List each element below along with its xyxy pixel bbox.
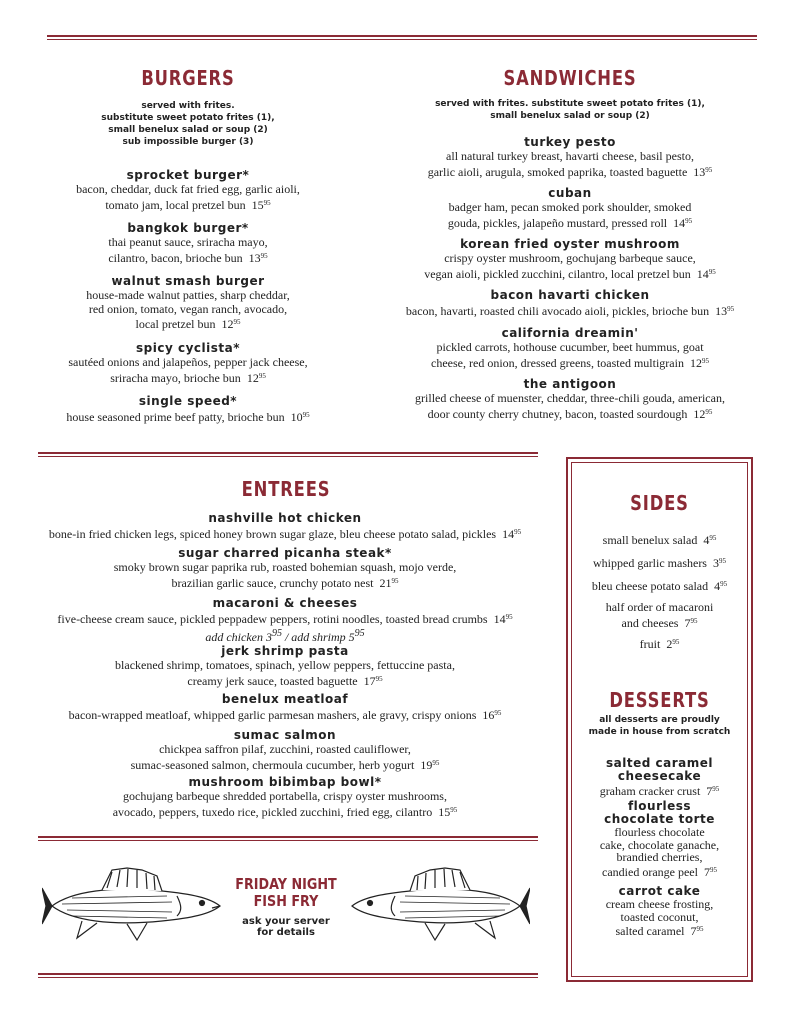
- side-item-text: and cheeses $7^{95}$: [621, 615, 698, 630]
- price: $12^{95}$: [687, 406, 713, 421]
- fish-fry-subtitle-line: ask your server: [242, 916, 330, 927]
- fish-right-illustration: [340, 866, 530, 946]
- dessert-description: graham cracker crust $7^{95}$: [599, 784, 720, 798]
- item-description: brazilian garlic sauce, crunchy potato nest $21^{95}$: [171, 575, 399, 590]
- menu-item: [20, 511, 550, 542]
- item-description: badger ham, pecan smoked pork shoulder, smoked: [448, 200, 692, 214]
- item-name: the antigoon: [523, 377, 617, 391]
- price-cents: 95: [505, 613, 513, 621]
- item-description: cilantro, bacon, brioche bun $13^{95}$: [108, 250, 268, 265]
- price-cents: 95: [260, 251, 268, 260]
- item-description: sumac-seasoned salmon, chermoula cucumber, herb yogurt $19^{95}$: [130, 757, 440, 772]
- item-description: chickpea saffron pilaf, zucchini, roasted cauliflower,: [159, 742, 411, 756]
- price-cents: 95: [720, 580, 728, 588]
- fish-left-illustration: [42, 866, 232, 946]
- item-name: sprocket burger*: [126, 168, 250, 182]
- item-description: avocado, peppers, tuxedo rice, pickled zucchini, fried egg, cilantro $15^{95}$: [112, 804, 458, 819]
- side-item-text: fruit $2^{95}$: [639, 637, 680, 651]
- price-cents: 95: [712, 785, 720, 793]
- dessert-description: cream cheese frosting,: [605, 897, 714, 911]
- subtitle-line: all desserts are proudly: [599, 715, 720, 725]
- item-description: gochujang barbeque shredded portabella, crispy oyster mushrooms,: [123, 789, 447, 803]
- side-item-text: half order of macaroni: [605, 600, 714, 614]
- item-name: mushroom bibimbap bowl*: [188, 775, 382, 789]
- fish-fry-title-line: FRIDAY NIGHT: [235, 875, 337, 893]
- price: $4^{95}$: [708, 579, 728, 593]
- menu-item: [38, 168, 338, 212]
- item-description: bacon, cheddar, duck fat fried egg, garlic aioli,: [76, 182, 300, 196]
- price: $14^{95}$: [496, 527, 522, 541]
- item-description: thai peanut sauce, sriracha mayo,: [108, 235, 268, 249]
- price: $15^{95}$: [432, 804, 458, 819]
- price-cents: 95: [705, 407, 713, 416]
- menu-item: [385, 288, 755, 319]
- dessert-name: salted caramel: [606, 756, 713, 770]
- dessert-description: salted caramel $7^{95}$: [615, 924, 704, 938]
- dessert-description: toasted coconut,: [620, 909, 699, 924]
- price-cents: 95: [708, 267, 716, 276]
- price-cents: 95: [391, 576, 399, 585]
- menu-item: [20, 546, 550, 590]
- item-description: garlic aioli, arugula, smoked paprika, toasted baguette $13^{95}$: [427, 164, 713, 179]
- item-description: door county cherry chutney, bacon, toasted sourdough $12^{95}$: [427, 406, 713, 421]
- price-cents: 95: [696, 925, 704, 933]
- price-cents: 95: [258, 371, 266, 380]
- item-name: california dreamin': [501, 326, 639, 340]
- price-cents: 95: [375, 674, 383, 683]
- dessert-item: [578, 800, 741, 878]
- item-name: sumac salmon: [233, 728, 337, 742]
- price-cents: 95: [672, 638, 680, 646]
- price-cents: 95: [450, 805, 458, 814]
- price: $21^{95}$: [373, 575, 399, 590]
- price-cents: 95: [494, 709, 502, 717]
- subtitle-line: substitute sweet potato frites (1),: [101, 113, 275, 123]
- menu-item: [38, 341, 338, 385]
- fish-fry-title-line: FISH FRY: [253, 892, 319, 910]
- menu-item: [385, 135, 755, 179]
- price: $17^{95}$: [357, 673, 383, 688]
- price-cents: 95: [354, 627, 365, 639]
- item-description: five-cheese cream sauce, pickled peppadew peppers, rotini noodles, toasted bread crumbs $14^{95}$: [57, 612, 513, 626]
- item-description: house-made walnut patties, sharp cheddar,: [86, 288, 290, 302]
- item-description: blackened shrimp, tomatoes, spinach, yellow peppers, fettuccine pasta,: [115, 658, 455, 672]
- menu-item: [20, 775, 550, 819]
- dessert-name: chocolate torte: [604, 812, 715, 826]
- menu-item: [385, 326, 755, 370]
- subtitle-line: served with frites. substitute sweet potato frites (1),: [435, 99, 705, 109]
- price: $12^{95}$: [240, 370, 266, 385]
- dessert-description: candied orange peel $7^{95}$: [602, 864, 717, 879]
- item-description: tomato jam, local pretzel bun $15^{95}$: [105, 197, 271, 212]
- dessert-name: carrot cake: [618, 884, 701, 898]
- price: $14^{95}$: [487, 612, 513, 626]
- item-description: smoky brown sugar paprika rub, roasted bohemian squash, mojo verde,: [113, 560, 457, 574]
- fish-top-rule: [38, 836, 538, 838]
- item-description: house seasoned prime beef patty, brioche bun $10^{95}$: [66, 410, 310, 424]
- price: $13^{95}$: [709, 304, 735, 318]
- menu-item: [38, 221, 338, 265]
- bottom-rule: [38, 973, 538, 975]
- price-cents: 95: [690, 616, 698, 625]
- item-description: vegan aioli, pickled zucchini, cilantro, local pretzel bun $14^{95}$: [424, 266, 716, 281]
- fish-fry-subtitle: [216, 916, 356, 938]
- item-name: walnut smash burger: [111, 274, 265, 288]
- price-cents: 95: [709, 534, 717, 542]
- item-name: nashville hot chicken: [208, 511, 362, 525]
- subtitle-line: small benelux salad or soup (2): [490, 111, 650, 121]
- price: $14^{95}$: [690, 266, 716, 281]
- menu-item: [20, 644, 550, 688]
- side-item-text: bleu cheese potato salad $4^{95}$: [591, 579, 728, 593]
- desserts-title: DESSERTS: [609, 688, 710, 712]
- item-description: bone-in fried chicken legs, spiced honey brown sugar glaze, bleu cheese potato salad, pickles $14^{95}$: [48, 527, 522, 541]
- dessert-description: cake, chocolate ganache,: [599, 837, 720, 852]
- menu-item: [20, 692, 550, 723]
- item-description: sriracha mayo, brioche bun $12^{95}$: [110, 370, 266, 385]
- price: $12^{95}$: [215, 317, 241, 331]
- menu-item: [385, 186, 755, 230]
- side-item-text: small benelux salad $4^{95}$: [602, 533, 717, 547]
- price-cents: 95: [302, 411, 310, 419]
- burgers-title: BURGERS: [141, 66, 235, 90]
- price-cents: 95: [233, 318, 241, 326]
- price: $7^{95}$: [697, 864, 717, 879]
- price: $16^{95}$: [476, 708, 502, 722]
- side-item: [578, 636, 741, 652]
- item-name: turkey pesto: [524, 135, 616, 149]
- item-addon: add chicken $3^{95}$ / add shrimp $5^{95}$: [205, 627, 365, 644]
- item-description: crispy oyster mushroom, gochujang barbeque sauce,: [444, 251, 696, 265]
- item-description: cheese, red onion, dressed greens, toasted multigrain $12^{95}$: [431, 355, 709, 370]
- price: $12^{95}$: [683, 355, 709, 370]
- sides-title: SIDES: [630, 491, 689, 515]
- price-cents: 95: [432, 758, 440, 767]
- price-cents: 95: [685, 216, 693, 225]
- dessert-description: flourless chocolate: [614, 825, 705, 839]
- price: $19^{95}$: [414, 757, 440, 772]
- price: $13^{95}$: [687, 164, 713, 179]
- price: $10^{95}$: [284, 410, 310, 424]
- price: $7^{95}$: [700, 784, 720, 798]
- price-cents: 95: [727, 305, 735, 313]
- item-name: macaroni & cheeses: [212, 596, 358, 610]
- side-item-text: whipped garlic mashers $3^{95}$: [593, 556, 726, 570]
- dessert-description: brandied cherries,: [616, 850, 703, 864]
- subtitle-line: small benelux salad or soup (2): [108, 125, 268, 135]
- entrees-title: ENTREES: [241, 477, 331, 501]
- price-cents: 95: [701, 356, 709, 365]
- dessert-item: [578, 757, 741, 798]
- price: $15^{95}$: [245, 197, 271, 212]
- side-item: [578, 578, 741, 594]
- side-item: [578, 601, 741, 630]
- price: $4^{95}$: [697, 533, 717, 547]
- item-name: jerk shrimp pasta: [221, 644, 349, 658]
- price: $2^{95}$: [660, 637, 680, 651]
- item-description: local pretzel bun $12^{95}$: [135, 317, 241, 331]
- item-name: benelux meatloaf: [221, 692, 349, 706]
- side-item: [578, 555, 741, 571]
- price-cents: 95: [709, 865, 717, 874]
- item-name: sugar charred picanha steak*: [178, 546, 392, 560]
- item-description: sautéed onions and jalapeños, pepper jack cheese,: [68, 355, 308, 369]
- top-rule: [47, 35, 757, 37]
- menu-item: [385, 237, 755, 281]
- subtitle-line: served with frites.: [141, 101, 235, 111]
- price: $7^{95}$: [678, 615, 698, 630]
- item-description: creamy jerk sauce, toasted baguette $17^{95}$: [187, 673, 383, 688]
- menu-item: [20, 596, 550, 644]
- price-cents: 95: [271, 627, 282, 639]
- item-name: cuban: [548, 186, 592, 200]
- sandwiches-title: SANDWICHES: [503, 66, 637, 90]
- menu-item: [20, 728, 550, 772]
- price: $3^{95}$: [706, 556, 726, 570]
- item-name: single speed*: [138, 394, 238, 408]
- item-name: bangkok burger*: [127, 221, 249, 235]
- price-cents: 95: [718, 557, 726, 565]
- price-cents: 95: [705, 165, 713, 174]
- item-description: pickled carrots, hothouse cucumber, beet hummus, goat: [436, 340, 704, 354]
- price-cents: 95: [263, 198, 271, 207]
- item-name: korean fried oyster mushroom: [460, 237, 680, 251]
- menu-item: [38, 274, 338, 332]
- price: $13^{95}$: [242, 250, 268, 265]
- dessert-item: [578, 885, 741, 938]
- item-description: gouda, pickles, jalapeño mustard, pressed roll $14^{95}$: [447, 215, 693, 230]
- item-description: bacon-wrapped meatloaf, whipped garlic parmesan mashers, ale gravy, crispy onions $16^{95}$: [68, 708, 502, 722]
- item-description: bacon, havarti, roasted chili avocado aioli, pickles, brioche bun $13^{95}$: [405, 304, 735, 318]
- burgers-subtitle: [68, 100, 308, 148]
- menu-item: [38, 394, 338, 425]
- item-name: bacon havarti chicken: [490, 288, 650, 302]
- subtitle-line: sub impossible burger (3): [122, 137, 254, 147]
- item-description: red onion, tomato, vegan ranch, avocado,: [88, 301, 288, 316]
- menu-item: [385, 377, 755, 421]
- item-description: grilled cheese of muenster, cheddar, three-chili gouda, american,: [415, 391, 725, 405]
- fish-fry-subtitle-line: for details: [257, 927, 315, 938]
- subtitle-line: made in house from scratch: [588, 727, 731, 737]
- fish-fry-title: [227, 876, 346, 910]
- price: $7^{95}$: [684, 924, 704, 938]
- dessert-name: flourless: [627, 799, 692, 813]
- item-description: all natural turkey breast, havarti cheese, basil pesto,: [446, 149, 694, 163]
- mid-rule: [38, 452, 538, 454]
- side-item: [578, 532, 741, 548]
- dessert-name: cheesecake: [617, 769, 702, 783]
- price-cents: 95: [514, 528, 522, 536]
- price: $14^{95}$: [667, 215, 693, 230]
- item-name: spicy cyclista*: [136, 341, 240, 355]
- desserts-subtitle: [578, 714, 741, 738]
- sandwiches-subtitle: [420, 98, 720, 122]
